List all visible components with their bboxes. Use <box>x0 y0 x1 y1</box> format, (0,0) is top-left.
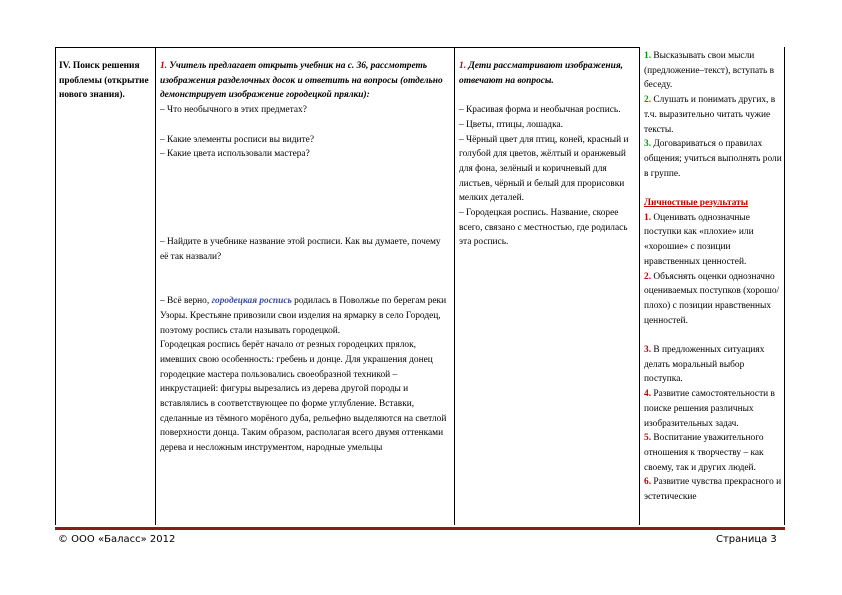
story-start: – Всё верно, <box>160 296 212 307</box>
item-number: 2. <box>644 271 652 282</box>
story-term: городецкая роспись <box>211 296 292 307</box>
item-text: Воспитание уважительного отношения к творчеству – как своему, так и других людей. <box>644 433 764 473</box>
student-answer-1: – Красивая форма и необычная роспись. <box>459 105 621 116</box>
personal-item-5 <box>644 431 784 475</box>
personal-item-2 <box>644 270 784 329</box>
column-divider-3 <box>639 47 640 525</box>
item-text: Оценивать однозначные поступки как «плохие» или «хорошие» с позиции нравственных ценностей. <box>644 212 754 267</box>
item-number: 2. <box>644 95 652 106</box>
teacher-story-paragraph-2: Городецкая роспись берёт начало от резных городецких прялок, имевших свою особенность: гребень и донце. Для украшения донец городецкие мастера пользовались своеобразной техникой – инкрустацией: фигуры вырезались из дерева другой породы и вставлялись в соответствующее по форме углубление. Вставки, сделанные из тёмного морёного дуба, рельефно выделяются на светлой поверхности донца. Таким образом, располагая всего двумя оттенками дерева и несложным инструментом, народные умельцы <box>160 340 447 454</box>
item-number: 1. <box>644 212 652 223</box>
teacher-question-2: – Какие элементы росписи вы видите? <box>160 134 314 145</box>
lesson-table <box>55 47 785 525</box>
item-text: Высказывать свои мысли (предложение–текст), вступать в беседу. <box>644 51 775 91</box>
item-text: Договариваться о правилах общения; учиться выполнять роли в группе. <box>644 139 782 179</box>
students-intro <box>459 59 637 88</box>
personal-item-1 <box>644 211 784 270</box>
item-text: Объяснять оценки однозначно оцениваемых поступков (хорошо/плохо) с позиции нравственных ценностей. <box>644 271 780 326</box>
item-text: В предложенных ситуациях делать моральный выбор поступка. <box>644 345 765 385</box>
teacher-intro-text: Учитель предлагает открыть учебник на с. 36, рассмотреть изображения разделочных досок и ответить на вопросы (отдельно демонстрирует изображение городецкой прялки): <box>160 61 443 101</box>
student-answer-3: – Чёрный цвет для птиц, коней, красный и голубой для цветов, жёлтый и оранжевый для фона, зелёный и коричневый для листьев, чёрный и белый для прорисовки мелких деталей. <box>459 134 629 204</box>
item-number: 5. <box>644 433 652 444</box>
communicative-item-1 <box>644 49 784 93</box>
item-text: Развитие чувства прекрасного и эстетические <box>644 477 782 503</box>
teacher-question-4: – Найдите в учебнике название этой росписи. Как вы думаете, почему её так назвали? <box>160 237 441 263</box>
stage-title: IV. Поиск решения проблемы (открытие нового знания). <box>59 61 149 101</box>
teacher-question-3: – Какие цвета использовали мастера? <box>160 149 310 160</box>
table-top-border <box>55 47 639 48</box>
student-answer-4: – Городецкая роспись. Название, скорее всего, связано с местностью, где родилась эта роспись. <box>459 208 628 248</box>
students-intro-number: 1. <box>459 61 467 71</box>
communicative-item-3 <box>644 137 784 181</box>
item-number: 4. <box>644 389 652 400</box>
item-number: 6. <box>644 477 652 488</box>
personal-item-6 <box>644 475 784 504</box>
item-text: Развитие самостоятельности в поиске решения различных изобразительных задач. <box>644 389 775 429</box>
teacher-intro-number: 1. <box>160 61 168 71</box>
learning-outcomes-cell <box>644 49 784 505</box>
table-border-right <box>784 47 785 525</box>
teacher-intro <box>160 59 450 103</box>
student-answer-2: – Цветы, птицы, лошадка. <box>459 119 563 130</box>
students-intro-text: Дети рассматривают изображения, отвечают на вопросы. <box>459 61 624 86</box>
student-activity-cell <box>459 59 637 250</box>
column-divider-1 <box>155 47 156 525</box>
stage-cell <box>59 59 151 103</box>
footer-rule <box>55 527 785 530</box>
teacher-question-1: – Что необычного в этих предметах? <box>160 105 307 116</box>
item-number: 3. <box>644 139 652 150</box>
personal-item-3 <box>644 343 784 387</box>
personal-item-4 <box>644 387 784 431</box>
footer-copyright: © ООО «Баласс» 2012 <box>58 534 176 545</box>
teacher-activity-cell <box>160 59 450 456</box>
table-border-left <box>55 47 56 525</box>
personal-results-heading: Личностные результаты <box>644 198 749 209</box>
item-number: 1. <box>644 51 652 61</box>
communicative-item-2 <box>644 93 784 137</box>
column-divider-2 <box>454 47 455 525</box>
item-number: 3. <box>644 345 652 356</box>
teacher-story <box>160 294 450 338</box>
footer-page-number: Страница 3 <box>716 534 777 545</box>
story-rest: родилась в Поволжье по берегам реки Узоры. Крестьяне привозили свои изделия на ярмарку в село Городец, поэтому роспись стали называть городецкой. <box>160 296 447 336</box>
item-text: Слушать и понимать других, в т.ч. выразительно читать чужие тексты. <box>644 95 776 135</box>
